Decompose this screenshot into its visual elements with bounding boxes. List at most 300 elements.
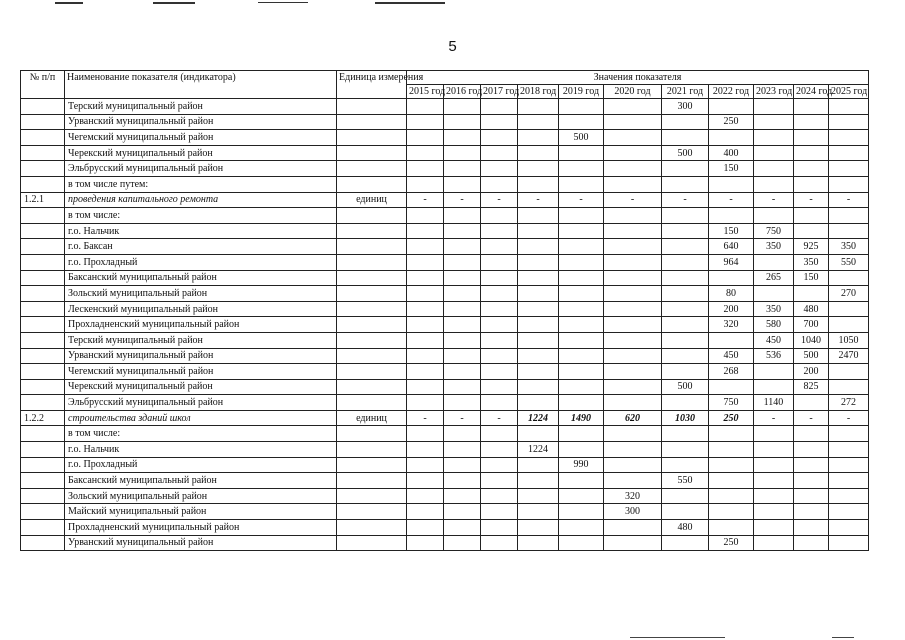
value-cell bbox=[754, 114, 794, 130]
row-number bbox=[21, 317, 65, 333]
value-cell bbox=[518, 535, 559, 551]
value-cell bbox=[444, 395, 481, 411]
table-row bbox=[21, 99, 869, 115]
page-number: 5 bbox=[448, 38, 457, 55]
value-cell bbox=[754, 488, 794, 504]
value-cell bbox=[518, 332, 559, 348]
value-cell: - bbox=[481, 410, 518, 426]
value-cell bbox=[518, 99, 559, 115]
row-unit bbox=[337, 457, 407, 473]
row-unit bbox=[337, 161, 407, 177]
value-cell bbox=[662, 286, 709, 302]
value-cell bbox=[481, 488, 518, 504]
value-cell bbox=[518, 208, 559, 224]
value-cell bbox=[444, 208, 481, 224]
value-cell bbox=[754, 457, 794, 473]
row-number bbox=[21, 145, 65, 161]
row-name: Урванский муниципальный район bbox=[65, 348, 337, 364]
row-unit bbox=[337, 395, 407, 411]
row-number bbox=[21, 457, 65, 473]
value-cell bbox=[829, 301, 869, 317]
value-cell: 400 bbox=[709, 145, 754, 161]
value-cell: - bbox=[794, 410, 829, 426]
value-cell bbox=[794, 535, 829, 551]
value-cell bbox=[444, 223, 481, 239]
row-number bbox=[21, 488, 65, 504]
value-cell bbox=[559, 488, 604, 504]
row-name: Лескенский муниципальный район bbox=[65, 301, 337, 317]
value-cell bbox=[662, 332, 709, 348]
value-cell: 320 bbox=[604, 488, 662, 504]
row-unit bbox=[337, 488, 407, 504]
value-cell bbox=[481, 208, 518, 224]
value-cell bbox=[829, 130, 869, 146]
value-cell bbox=[709, 379, 754, 395]
value-cell bbox=[709, 442, 754, 458]
value-cell bbox=[481, 364, 518, 380]
value-cell bbox=[518, 395, 559, 411]
value-cell bbox=[481, 504, 518, 520]
value-cell bbox=[662, 457, 709, 473]
value-cell bbox=[444, 348, 481, 364]
row-number bbox=[21, 223, 65, 239]
value-cell bbox=[481, 223, 518, 239]
row-name: г.о. Прохладный bbox=[65, 254, 337, 270]
value-cell bbox=[662, 114, 709, 130]
value-cell bbox=[518, 239, 559, 255]
value-cell: 272 bbox=[829, 395, 869, 411]
value-cell bbox=[559, 239, 604, 255]
table-row bbox=[21, 520, 869, 536]
value-cell bbox=[604, 270, 662, 286]
value-cell bbox=[444, 364, 481, 380]
row-unit: единиц bbox=[337, 192, 407, 208]
value-cell bbox=[518, 457, 559, 473]
value-cell bbox=[829, 504, 869, 520]
value-cell: 1040 bbox=[794, 332, 829, 348]
value-cell bbox=[518, 254, 559, 270]
value-cell: - bbox=[794, 192, 829, 208]
value-cell bbox=[794, 176, 829, 192]
value-cell bbox=[444, 317, 481, 333]
value-cell bbox=[829, 473, 869, 489]
value-cell bbox=[444, 488, 481, 504]
value-cell bbox=[794, 426, 829, 442]
value-cell bbox=[407, 504, 444, 520]
header-unit: Единица измерения bbox=[337, 71, 407, 99]
value-cell bbox=[709, 504, 754, 520]
table-row bbox=[21, 223, 869, 239]
value-cell bbox=[662, 348, 709, 364]
table-row bbox=[21, 301, 869, 317]
value-cell bbox=[794, 145, 829, 161]
row-unit bbox=[337, 286, 407, 302]
value-cell bbox=[407, 457, 444, 473]
value-cell: - bbox=[407, 192, 444, 208]
value-cell bbox=[407, 223, 444, 239]
row-number bbox=[21, 254, 65, 270]
value-cell bbox=[518, 364, 559, 380]
value-cell bbox=[754, 442, 794, 458]
value-cell bbox=[662, 317, 709, 333]
value-cell bbox=[518, 473, 559, 489]
table-row bbox=[21, 145, 869, 161]
value-cell: 990 bbox=[559, 457, 604, 473]
row-number bbox=[21, 473, 65, 489]
value-cell bbox=[407, 176, 444, 192]
value-cell bbox=[662, 364, 709, 380]
value-cell: 536 bbox=[754, 348, 794, 364]
row-number bbox=[21, 379, 65, 395]
row-number bbox=[21, 504, 65, 520]
value-cell: 270 bbox=[829, 286, 869, 302]
row-number bbox=[21, 426, 65, 442]
value-cell bbox=[444, 535, 481, 551]
value-cell bbox=[444, 254, 481, 270]
header-year: 2022 год bbox=[709, 85, 754, 99]
row-name: г.о. Прохладный bbox=[65, 457, 337, 473]
value-cell bbox=[481, 99, 518, 115]
value-cell: 2470 bbox=[829, 348, 869, 364]
row-name: в том числе: bbox=[65, 208, 337, 224]
value-cell: 750 bbox=[709, 395, 754, 411]
row-unit bbox=[337, 535, 407, 551]
row-number bbox=[21, 364, 65, 380]
row-number bbox=[21, 395, 65, 411]
row-unit: единиц bbox=[337, 410, 407, 426]
table-row bbox=[21, 364, 869, 380]
value-cell bbox=[662, 223, 709, 239]
value-cell bbox=[604, 286, 662, 302]
row-number bbox=[21, 442, 65, 458]
header-year: 2024 год bbox=[794, 85, 829, 99]
value-cell bbox=[481, 442, 518, 458]
row-name: проведения капитального ремонта bbox=[65, 192, 337, 208]
table-row bbox=[21, 535, 869, 551]
value-cell bbox=[559, 520, 604, 536]
value-cell bbox=[829, 223, 869, 239]
value-cell bbox=[604, 520, 662, 536]
value-cell bbox=[407, 239, 444, 255]
value-cell bbox=[754, 286, 794, 302]
value-cell bbox=[709, 99, 754, 115]
value-cell bbox=[481, 379, 518, 395]
value-cell bbox=[559, 301, 604, 317]
value-cell: 1140 bbox=[754, 395, 794, 411]
value-cell bbox=[662, 301, 709, 317]
value-cell bbox=[604, 379, 662, 395]
row-unit bbox=[337, 223, 407, 239]
row-unit bbox=[337, 208, 407, 224]
value-cell bbox=[604, 176, 662, 192]
value-cell: - bbox=[444, 192, 481, 208]
value-cell bbox=[444, 286, 481, 302]
row-unit bbox=[337, 270, 407, 286]
value-cell bbox=[518, 520, 559, 536]
value-cell bbox=[444, 520, 481, 536]
value-cell bbox=[559, 114, 604, 130]
value-cell: 580 bbox=[754, 317, 794, 333]
value-cell bbox=[481, 348, 518, 364]
value-cell bbox=[407, 442, 444, 458]
value-cell bbox=[559, 223, 604, 239]
value-cell: - bbox=[444, 410, 481, 426]
value-cell bbox=[518, 317, 559, 333]
value-cell bbox=[518, 176, 559, 192]
value-cell bbox=[604, 223, 662, 239]
value-cell bbox=[481, 301, 518, 317]
value-cell: 450 bbox=[709, 348, 754, 364]
value-cell bbox=[444, 426, 481, 442]
value-cell bbox=[604, 130, 662, 146]
row-unit bbox=[337, 426, 407, 442]
value-cell bbox=[559, 379, 604, 395]
value-cell: 80 bbox=[709, 286, 754, 302]
value-cell: 825 bbox=[794, 379, 829, 395]
value-cell bbox=[754, 535, 794, 551]
value-cell bbox=[444, 176, 481, 192]
row-name: г.о. Нальчик bbox=[65, 442, 337, 458]
value-cell bbox=[604, 99, 662, 115]
value-cell: 925 bbox=[794, 239, 829, 255]
header-name: Наименование показателя (индикатора) bbox=[65, 71, 337, 99]
value-cell bbox=[481, 473, 518, 489]
row-number bbox=[21, 301, 65, 317]
value-cell bbox=[407, 114, 444, 130]
value-cell bbox=[829, 270, 869, 286]
row-name: Баксанский муниципальный район bbox=[65, 270, 337, 286]
value-cell bbox=[444, 457, 481, 473]
value-cell bbox=[559, 208, 604, 224]
value-cell bbox=[559, 442, 604, 458]
header-year: 2015 год bbox=[407, 85, 444, 99]
value-cell bbox=[754, 426, 794, 442]
value-cell bbox=[754, 130, 794, 146]
value-cell bbox=[794, 130, 829, 146]
value-cell bbox=[662, 426, 709, 442]
table-row bbox=[21, 254, 869, 270]
value-cell bbox=[754, 364, 794, 380]
header-no: № п/п bbox=[21, 71, 65, 99]
value-cell bbox=[444, 442, 481, 458]
value-cell bbox=[829, 145, 869, 161]
table-row bbox=[21, 286, 869, 302]
value-cell bbox=[559, 332, 604, 348]
value-cell bbox=[444, 332, 481, 348]
table-body bbox=[21, 99, 869, 551]
value-cell bbox=[407, 364, 444, 380]
value-cell bbox=[407, 332, 444, 348]
row-number bbox=[21, 239, 65, 255]
value-cell: 200 bbox=[709, 301, 754, 317]
value-cell bbox=[481, 239, 518, 255]
value-cell bbox=[559, 364, 604, 380]
row-name: в том числе: bbox=[65, 426, 337, 442]
value-cell bbox=[829, 114, 869, 130]
value-cell bbox=[559, 161, 604, 177]
value-cell bbox=[829, 426, 869, 442]
value-cell: 350 bbox=[794, 254, 829, 270]
value-cell bbox=[829, 161, 869, 177]
value-cell bbox=[662, 270, 709, 286]
value-cell bbox=[794, 208, 829, 224]
row-name: Терский муниципальный район bbox=[65, 332, 337, 348]
row-name: строительства зданий школ bbox=[65, 410, 337, 426]
value-cell bbox=[481, 317, 518, 333]
value-cell bbox=[518, 114, 559, 130]
scan-top-marks bbox=[0, 0, 905, 10]
row-unit bbox=[337, 364, 407, 380]
value-cell bbox=[794, 520, 829, 536]
value-cell: 450 bbox=[754, 332, 794, 348]
value-cell bbox=[559, 535, 604, 551]
value-cell bbox=[794, 114, 829, 130]
row-unit bbox=[337, 442, 407, 458]
value-cell bbox=[444, 473, 481, 489]
value-cell bbox=[559, 426, 604, 442]
value-cell: 250 bbox=[709, 535, 754, 551]
value-cell bbox=[559, 317, 604, 333]
row-number bbox=[21, 114, 65, 130]
row-unit bbox=[337, 348, 407, 364]
value-cell bbox=[407, 301, 444, 317]
value-cell bbox=[481, 176, 518, 192]
table-row bbox=[21, 270, 869, 286]
value-cell bbox=[754, 145, 794, 161]
value-cell bbox=[829, 364, 869, 380]
row-name: Зольский муниципальный район bbox=[65, 286, 337, 302]
row-unit bbox=[337, 239, 407, 255]
row-name: Черекский муниципальный район bbox=[65, 145, 337, 161]
value-cell: - bbox=[559, 192, 604, 208]
table-row bbox=[21, 348, 869, 364]
value-cell bbox=[604, 473, 662, 489]
value-cell: 500 bbox=[662, 145, 709, 161]
row-unit bbox=[337, 332, 407, 348]
table-row bbox=[21, 208, 869, 224]
value-cell bbox=[481, 535, 518, 551]
value-cell: 480 bbox=[662, 520, 709, 536]
row-number: 1.2.2 bbox=[21, 410, 65, 426]
value-cell bbox=[604, 317, 662, 333]
value-cell bbox=[407, 535, 444, 551]
value-cell bbox=[407, 520, 444, 536]
value-cell bbox=[518, 161, 559, 177]
value-cell bbox=[709, 176, 754, 192]
value-cell bbox=[709, 426, 754, 442]
header-year: 2018 год bbox=[518, 85, 559, 99]
value-cell bbox=[481, 254, 518, 270]
value-cell bbox=[604, 348, 662, 364]
row-name: Эльбрусский муниципальный район bbox=[65, 395, 337, 411]
value-cell: - bbox=[481, 192, 518, 208]
header-year: 2016 год bbox=[444, 85, 481, 99]
table-row bbox=[21, 332, 869, 348]
value-cell bbox=[662, 239, 709, 255]
value-cell: 1490 bbox=[559, 410, 604, 426]
row-number bbox=[21, 130, 65, 146]
value-cell: 265 bbox=[754, 270, 794, 286]
value-cell bbox=[754, 161, 794, 177]
value-cell bbox=[709, 488, 754, 504]
row-number bbox=[21, 535, 65, 551]
header-year: 2017 год bbox=[481, 85, 518, 99]
row-number bbox=[21, 520, 65, 536]
row-name: Прохладненский муниципальный район bbox=[65, 317, 337, 333]
value-cell bbox=[559, 395, 604, 411]
value-cell bbox=[407, 348, 444, 364]
header-year: 2020 год bbox=[604, 85, 662, 99]
value-cell bbox=[518, 426, 559, 442]
value-cell bbox=[518, 488, 559, 504]
value-cell bbox=[407, 317, 444, 333]
value-cell bbox=[407, 473, 444, 489]
value-cell bbox=[829, 520, 869, 536]
value-cell: - bbox=[604, 192, 662, 208]
value-cell: 500 bbox=[794, 348, 829, 364]
table-row bbox=[21, 317, 869, 333]
scan-bottom-mark bbox=[832, 637, 854, 639]
value-cell bbox=[829, 379, 869, 395]
value-cell bbox=[407, 395, 444, 411]
value-cell bbox=[518, 130, 559, 146]
value-cell bbox=[794, 442, 829, 458]
value-cell bbox=[407, 254, 444, 270]
value-cell: 250 bbox=[709, 410, 754, 426]
value-cell: 1224 bbox=[518, 442, 559, 458]
value-cell bbox=[604, 239, 662, 255]
value-cell bbox=[559, 145, 604, 161]
table-header bbox=[21, 71, 869, 99]
value-cell bbox=[754, 504, 794, 520]
value-cell: 300 bbox=[662, 99, 709, 115]
row-name: в том числе путем: bbox=[65, 176, 337, 192]
value-cell bbox=[518, 145, 559, 161]
value-cell: 964 bbox=[709, 254, 754, 270]
row-unit bbox=[337, 317, 407, 333]
value-cell bbox=[407, 379, 444, 395]
value-cell bbox=[518, 348, 559, 364]
row-number bbox=[21, 332, 65, 348]
value-cell bbox=[559, 473, 604, 489]
value-cell bbox=[444, 379, 481, 395]
row-name: Прохладненский муниципальный район bbox=[65, 520, 337, 536]
value-cell bbox=[481, 457, 518, 473]
value-cell bbox=[754, 254, 794, 270]
header-year: 2023 год bbox=[754, 85, 794, 99]
value-cell bbox=[559, 99, 604, 115]
value-cell bbox=[709, 473, 754, 489]
value-cell: - bbox=[754, 192, 794, 208]
row-name: Зольский муниципальный район bbox=[65, 488, 337, 504]
value-cell bbox=[444, 270, 481, 286]
value-cell bbox=[604, 161, 662, 177]
row-number bbox=[21, 348, 65, 364]
value-cell bbox=[604, 426, 662, 442]
value-cell bbox=[518, 286, 559, 302]
value-cell bbox=[481, 161, 518, 177]
value-cell bbox=[444, 239, 481, 255]
value-cell: 550 bbox=[829, 254, 869, 270]
row-name: Чегемский муниципальный район bbox=[65, 364, 337, 380]
value-cell bbox=[604, 332, 662, 348]
value-cell: 480 bbox=[794, 301, 829, 317]
row-number bbox=[21, 99, 65, 115]
value-cell bbox=[407, 99, 444, 115]
value-cell: 320 bbox=[709, 317, 754, 333]
value-cell bbox=[604, 301, 662, 317]
row-unit bbox=[337, 379, 407, 395]
